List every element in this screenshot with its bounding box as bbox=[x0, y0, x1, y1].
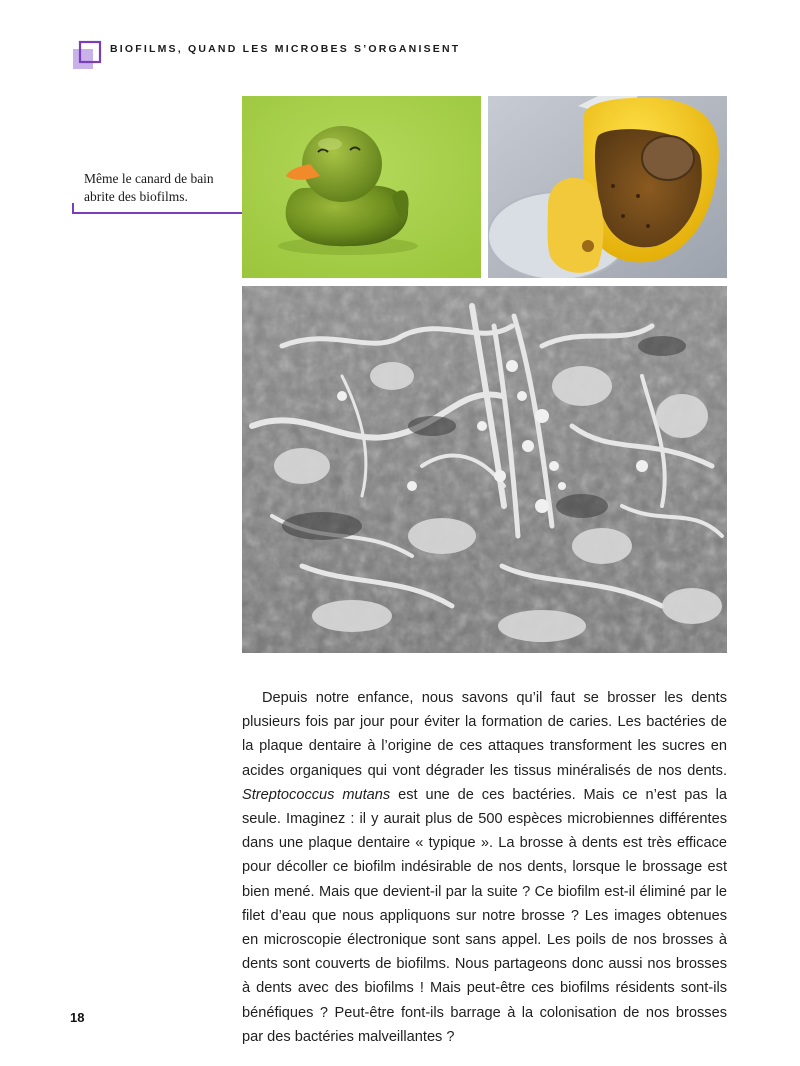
caption-line-2: abrite des biofilms. bbox=[84, 189, 188, 204]
rubber-duck-photo bbox=[242, 96, 481, 278]
caption-line-1: Même le canard de bain bbox=[84, 171, 214, 186]
page-number: 18 bbox=[70, 1010, 85, 1025]
species-name: Streptococcus mutans bbox=[242, 786, 391, 803]
square-logo-icon bbox=[72, 40, 102, 70]
body-paragraph bbox=[242, 686, 727, 1049]
running-header bbox=[72, 40, 712, 70]
electron-micrograph-biofilm-photo bbox=[242, 286, 727, 653]
running-header-title: BIOFILMS, QUAND LES MICROBES S’ORGANISENT bbox=[110, 43, 461, 55]
caption-rule-horizontal bbox=[72, 212, 242, 214]
body-text-part-1: Depuis notre enfance, nous savons qu’il faut se brosser les dents plusieurs fois par jour pour éviter la formation de caries. Les bactéries de la plaque dentaire à l’origine de ces attaques transforment les sucres en acides organiques qui vont dégrader les tissus minéralisés de nos dents. bbox=[242, 690, 727, 779]
figure-caption bbox=[72, 170, 244, 216]
body-text-part-2: est une de ces bactéries. Mais ce n’est pas la seule. Imaginez : il y aurait plus de 500 espèces microbiennes différentes dans une plaque dentaire « typique ». La brosse à dents est très efficace pour décoller ce biofilm indésirable de nos dents, lorsque le brossage est bien mené. Mais que devient-il par la suite ? Ce biofilm est-il éliminé par le filet d’eau que nous appliquons sur notre brosse ? Les images obtenues en microscopie électronique sont sans appel. Les poils de nos brosses à dents sont couverts de biofilms. Nous partageons donc aussi nos brosses à dents avec des biofilms ! Mais peut-être ces biofilms résidents sont-ils bénéfiques ? Peut-être font-ils barrage à la colonisation de nos brosses par des bactéries malveillantes ? bbox=[242, 786, 727, 1045]
duck-interior-biofilm-photo bbox=[488, 96, 727, 278]
